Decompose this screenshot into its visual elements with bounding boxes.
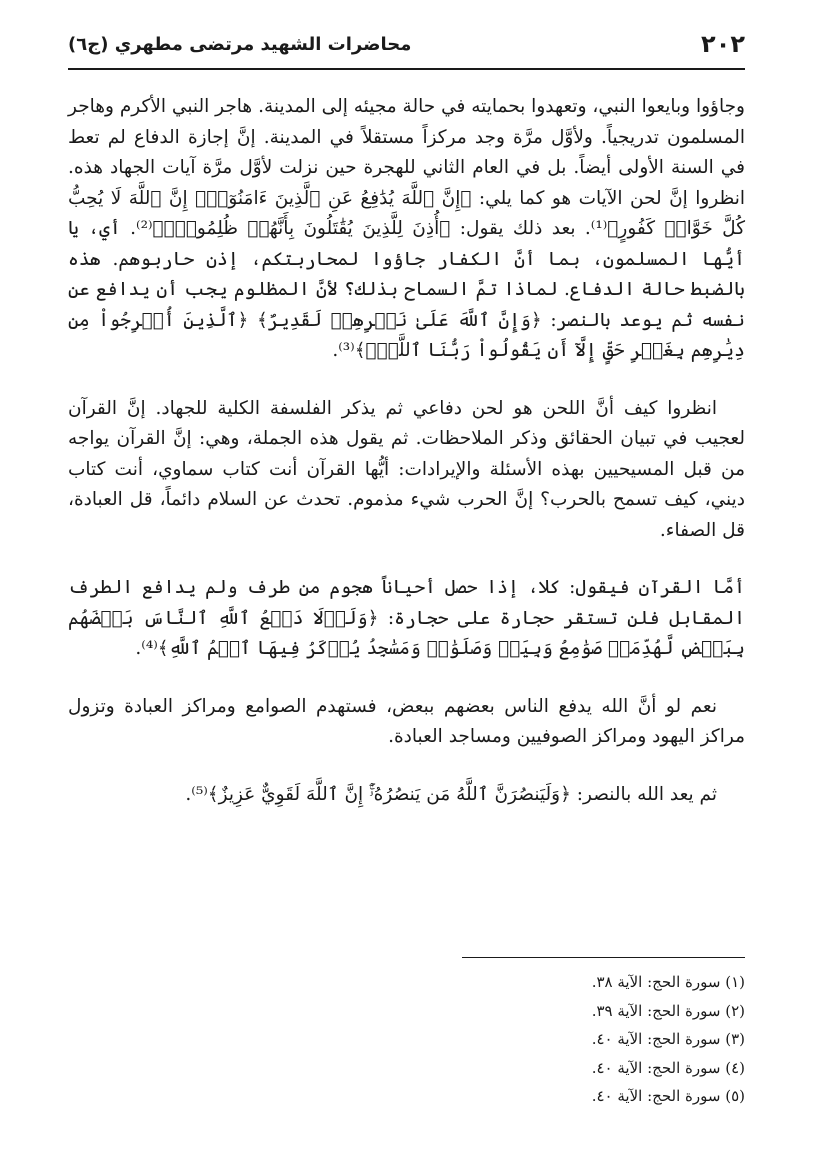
footnote: (٢) سورة الحج: الآية ٣٩. — [591, 1001, 745, 1020]
footnote-divider — [462, 957, 745, 958]
footnote: (٤) سورة الحج: الآية ٤٠. — [591, 1058, 745, 1077]
paragraph: ثم يعد الله بالنصر: ﴿وَلَيَنصُرَنَّ ٱللَّهُ مَن يَنصُرُهُۥٓۚ إِنَّ ٱللَّهَ لَقَوِيٌّ عَزِيزٌ﴾⁽⁵⁾. — [185, 783, 717, 805]
page-number: ٢٠٢ — [701, 30, 745, 58]
footnote: (٣) سورة الحج: الآية ٤٠. — [591, 1030, 745, 1048]
paragraph: نعم لو أنَّ الله يدفع الناس بعضهم ببعض، فستهدم الصوامع ومراكز العبادة وتزول مراكز اليهود ومراكز الصوفيين ومساجد العبادة. — [68, 695, 745, 747]
paragraph: أمَّا القرآن فيقول: كلا، إذا حصل أحياناً هجوم من طرف ولم يدافع الطرف المقابل فلن تستقر حجارة على حجارة: ﴿وَلَوۡلَا دَفۡعُ ٱللَّهِ ٱلنَّاسَ بَعۡضَهُم بِبَعۡضٖ لَّهُدِّمَتۡ صَوَٰمِعُ وَبِيَعٞ وَصَلَوَٰتٞ وَمَسَٰجِدُ يُذۡكَرُ فِيهَا ٱسۡمُ ٱللَّهِ﴾⁽⁴⁾. — [68, 577, 745, 659]
paragraph: انظروا كيف أنَّ اللحن هو لحن دفاعي ثم يذكر الفلسفة الكلية للجهاد. إنَّ القرآن لعجيب في تبيان الحقائق وذكر الملاحظات. ثم يقول هذه الجملة، وهي: إنَّ القرآن يواجه من قبل المسيحيين بهذه الأسئلة والإيرادات: أيُّها القرآن أنت كتاب سماوي، أنت كتاب ديني، كيف تسمح بالحرب؟ إنَّ الحرب شيء مذموم. تحدث عن السلام دائماً، قل العبادة، قل الصفاء. — [68, 397, 745, 541]
footnotes-list — [68, 968, 745, 1111]
running-title: محاضرات الشهيد مرتضى مطهري (ج٦) — [68, 34, 412, 55]
footnote: (١) سورة الحج: الآية ٣٨. — [591, 973, 745, 991]
paragraph: وجاؤوا وبايعوا النبي، وتعهدوا بحمايته في حالة مجيئه إلى المدينة. هاجر النبي الأكرم وهاجر المسلمون تدريجياً. ولأوَّل مرَّة وجد مركزاً مستقلاً في المدينة. إنَّ إجازة الدفاع لم تعط في السنة الأولى أيضاً. بل في العام الثاني للهجرة حين نزلت لأوَّل مرَّة آيات الجهاد هذه. انظروا إنَّ لحن الآيات هو كما يلي: ﴿إِنَّ ٱللَّهَ يُدَٰفِعُ عَنِ ٱلَّذِينَ ءَامَنُوٓاْۗ إِنَّ ٱللَّهَ لَا يُحِبُّ كُلَّ خَوَّانٖ كَفُورٍ﴾⁽¹⁾. بعد ذلك يقول: ﴿أُذِنَ لِلَّذِينَ يُقَٰتَلُونَ بِأَنَّهُمۡ ظُلِمُواْۚ﴾⁽²⁾. أي، يا أيُّها المسلمون، بما أنَّ الكفار جاؤوا لمحاربتكم، إذن حاربوهم. هذه بالضبط حالة الدفاع. لماذا تمَّ السماح بذلك؟ لأنَّ المظلوم يجب أن يدافع عن نفسه ثم يوعد بالنصر: ﴿وَإِنَّ ٱللَّهَ عَلَىٰ نَصۡرِهِمۡ لَقَدِيرٌ﴾ ﴿ٱلَّذِينَ أُخۡرِجُواْ مِن دِيَٰرِهِم بِغَيۡرِ حَقٍّ إِلَّآ أَن يَقُولُواْ رَبُّنَا ٱللَّهُۗ﴾⁽³⁾. — [68, 96, 745, 361]
body-text — [68, 92, 745, 837]
footnote: (٥) سورة الحج: الآية ٤٠. — [591, 1087, 745, 1105]
page-header — [68, 28, 745, 70]
